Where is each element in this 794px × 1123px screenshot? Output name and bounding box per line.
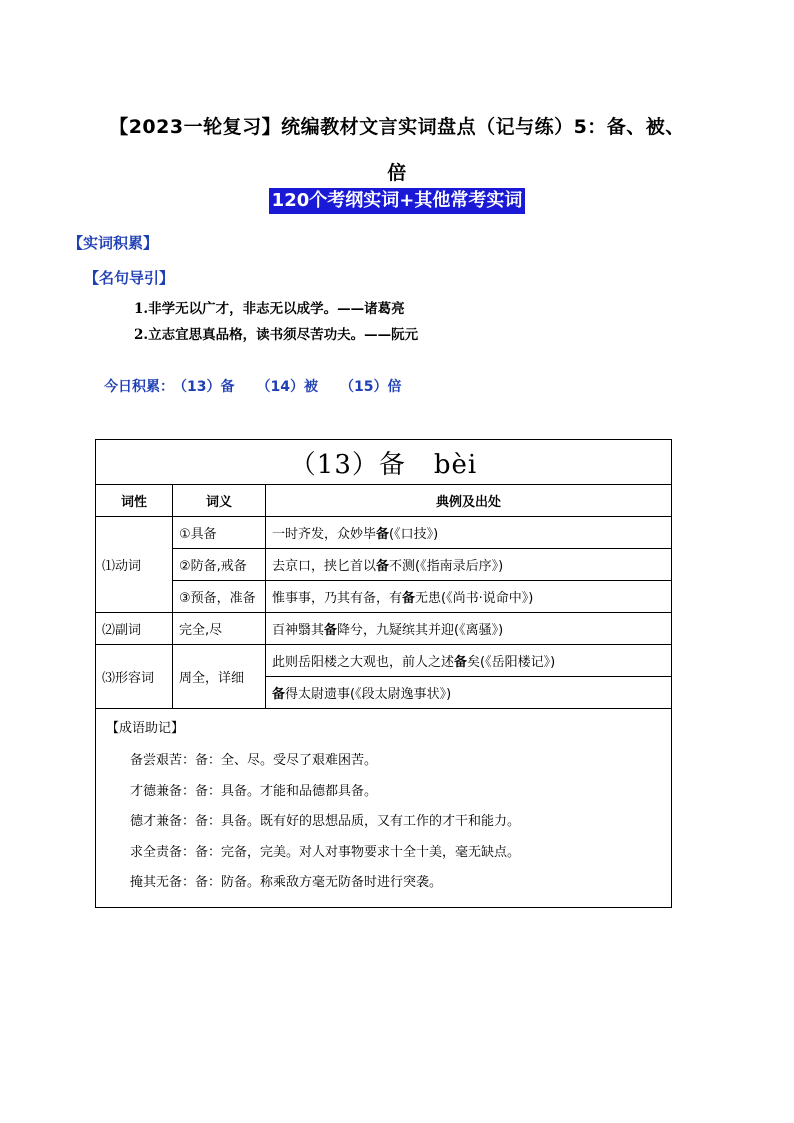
idiom-item: 才德兼备：备：具备。才能和品德都具备。 xyxy=(130,783,378,799)
meaning-cell: ③预备，准备 xyxy=(173,581,266,613)
page-title: 【2023一轮复习】统编教材文言实词盘点（记与练）5：备、被、倍 xyxy=(109,116,685,184)
pos-verb: ⑴动词 xyxy=(96,517,173,613)
section-heading: 【实词积累】 xyxy=(68,234,159,252)
example-cell: 一时齐发，众妙毕备(《口技》) xyxy=(266,517,672,549)
today-accumulation xyxy=(104,376,423,396)
quote-2: 2.立志宜思真品格，读书须尽苦功夫。——阮元 xyxy=(134,327,419,343)
today-item: （13）备 xyxy=(180,379,235,395)
highlight-banner: 120个考纲实词+其他常考实词 xyxy=(269,188,526,214)
idiom-item: 德才兼备：备：具备。既有好的思想品质，又有工作的才干和能力。 xyxy=(130,814,521,829)
header-pos: 词性 xyxy=(96,485,173,517)
example-cell: 惟事事，乃其有备，有备无患(《尚书·说命中》) xyxy=(266,581,672,613)
pos-adjective: ⑶形容词 xyxy=(96,645,173,709)
table-title xyxy=(96,440,672,485)
table-title-word: （13）备 xyxy=(289,449,406,480)
idiom-item: 掩其无备：备：防备。称乘敌方毫无防备时进行突袭。 xyxy=(130,875,443,890)
table-title-pinyin: bèi xyxy=(433,449,478,480)
memo-title: 【成语助记】 xyxy=(106,721,185,736)
pos-adverb: ⑵副词 xyxy=(96,613,173,645)
example-cell: 备得太尉遗事(《段太尉逸事状》) xyxy=(266,677,672,709)
word-table xyxy=(95,439,672,908)
today-label: 今日积累： xyxy=(104,379,174,395)
idiom-item: 备尝艰苦：备：全、尽。受尽了艰难困苦。 xyxy=(130,753,378,768)
idiom-memo-box xyxy=(96,709,672,908)
subsection-heading: 【名句导引】 xyxy=(84,269,175,287)
example-cell: 此则岳阳楼之大观也，前人之述备矣(《岳阳楼记》) xyxy=(266,645,672,677)
today-item: （14）被 xyxy=(256,379,318,395)
example-cell: 去京口，挟匕首以备不测(《指南录后序》) xyxy=(266,549,672,581)
header-meaning: 词义 xyxy=(173,485,266,517)
idiom-item: 求全责备：备：完备，完美。对人对事物要求十全十美，毫无缺点。 xyxy=(130,844,521,860)
meaning-cell: 周全，详细 xyxy=(173,645,266,709)
meaning-cell: 完全,尽 xyxy=(173,613,266,645)
example-cell: 百神翳其备降兮，九疑缤其并迎(《离骚》) xyxy=(266,613,672,645)
meaning-cell: ①具备 xyxy=(173,517,266,549)
header-example: 典例及出处 xyxy=(266,485,672,517)
today-item: （15）倍 xyxy=(339,379,402,395)
quote-1: 1.非学无以广才，非志无以成学。——诸葛亮 xyxy=(134,301,405,317)
meaning-cell: ②防备,戒备 xyxy=(173,549,266,581)
